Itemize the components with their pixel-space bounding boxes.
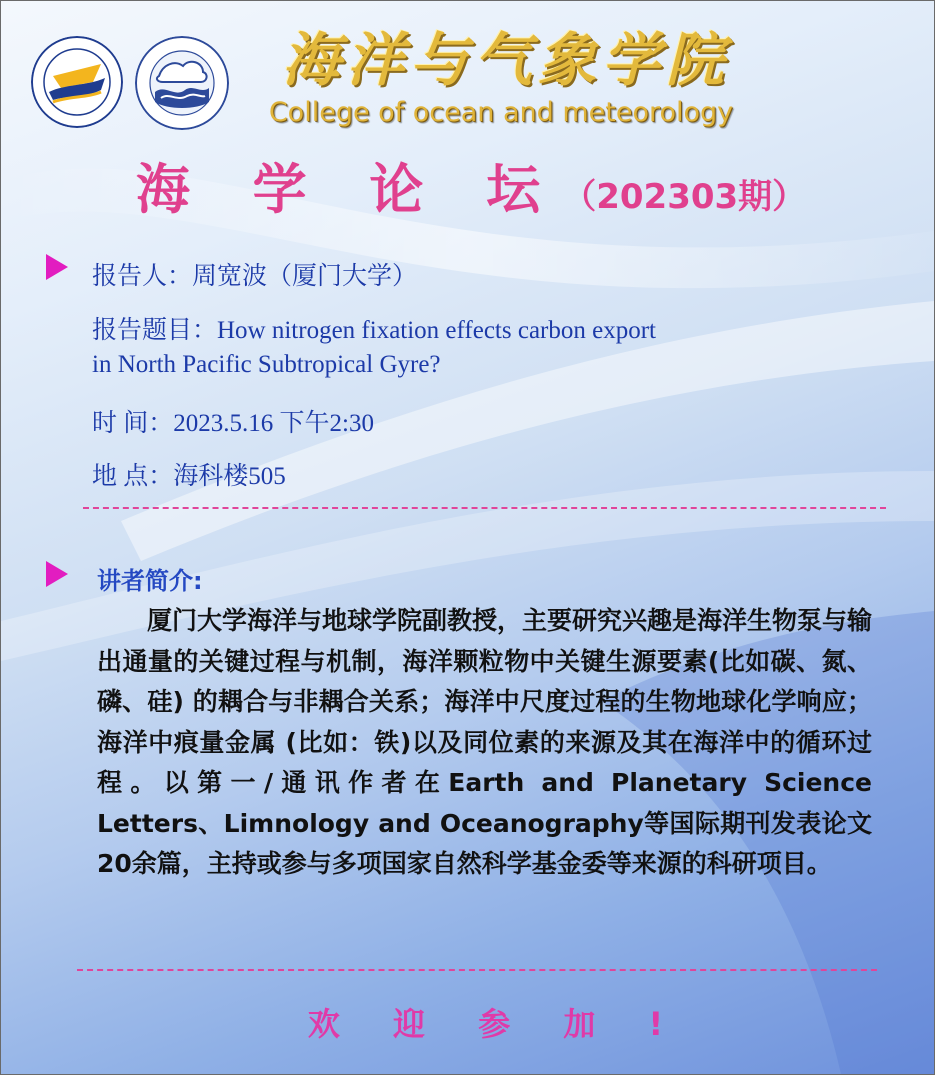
forum-title — [101, 147, 841, 224]
topic-line-1: 报告题目：How nitrogen fixation effects carbon export — [92, 317, 656, 344]
forum-name: 海 学 论 坛 — [135, 158, 563, 221]
divider-bottom — [77, 969, 877, 971]
welcome-text: 欢 迎 参 加 ! — [307, 1005, 685, 1043]
time-line: 时 间：2023.5.16 下午2:30 — [92, 410, 374, 437]
divider-top — [83, 507, 886, 509]
forum-issue: （202303期） — [562, 177, 807, 217]
bullet-triangle-icon — [46, 254, 68, 280]
bio-heading: 讲者简介: — [97, 567, 203, 595]
college-title-chinese: 海洋与气象学院 — [281, 26, 730, 94]
speaker-line: 报告人：周宽波（厦门大学） — [92, 263, 418, 290]
bio-text: 厦门大学海洋与地球学院副教授，主要研究兴趣是海洋生物泵与输出通量的关键过程与机制，海洋颗粒物中关键生源要素(比如碳、氮、磷、硅) 的耦合与非耦合关系；海洋中尺度过程的生物地球化学响应；海洋中痕量金属 (比如：铁)以及同位素的来源及其在海洋中的循环过程。以第一/通讯作者在Earth and Planetary Science Letters、Limnology and Oceanography等国际期刊发表论文20余篇，主持或参与多项国家自然科学基金委等来源的科研项目。 — [97, 606, 873, 878]
bullet-triangle-icon — [46, 561, 68, 587]
topic-line-2: in North Pacific Subtropical Gyre? — [92, 351, 441, 378]
university-logo — [31, 36, 123, 128]
location-line: 地 点：海科楼505 — [92, 463, 286, 490]
college-logo — [135, 36, 229, 130]
college-title-english: College of ocean and meteorology — [268, 97, 734, 128]
